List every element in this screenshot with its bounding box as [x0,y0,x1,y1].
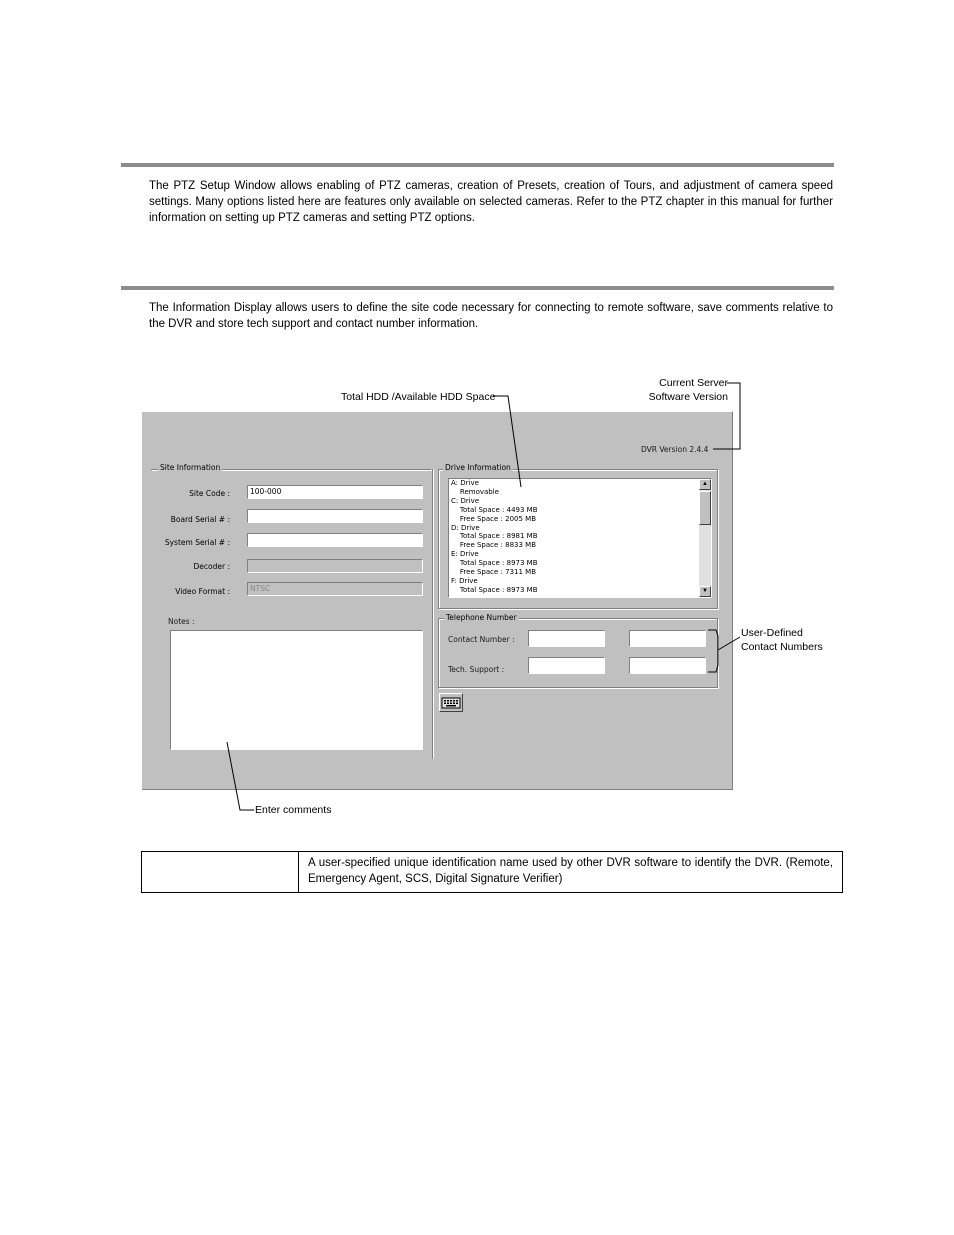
scroll-down-icon[interactable]: ▼ [699,586,711,597]
leader-enter-comments [227,742,254,810]
list-item: Total Space : 8973 MB [451,559,538,568]
list-item: Removable [451,487,499,496]
information-description: The Information Display allows users to define the site code necessary for connecting to remote software, save comments relative to the DVR and store tech support and contact number information. [149,302,833,330]
video-format-label: Video Format : [175,587,230,596]
scroll-up-icon[interactable]: ▲ [699,479,711,490]
leader-contact-numbers [718,637,740,650]
list-item: E: Drive [451,550,479,559]
list-item: Free Space : 7311 MB [451,568,537,577]
callout-server-version-line2: Software Version [648,391,728,403]
definition-table [141,851,843,893]
telephone-label: Telephone Number [446,613,517,622]
callout-server-version-line1: Current Server [659,377,728,389]
list-item: D: Drive [451,523,480,532]
list-item: A: Drive [451,479,479,487]
site-code-label: Site Code : [189,489,230,498]
callout-hdd-space: Total HDD /Available HDD Space [341,391,496,403]
list-item: Total Space : 8973 MB [451,585,538,594]
site-info-label: Site Information [160,463,221,472]
system-serial-label: System Serial # : [164,538,230,547]
list-item: Total Space : 8981 MB [451,532,538,541]
ptz-description: The PTZ Setup Window allows enabling of PTZ cameras, creation of Presets, creation of Tours, and adjustment of camera speed settings. Many options listed here are features only available on selected cameras. Refer to the PTZ chapter in this manual for further information on setting up PTZ cameras and setting PTZ options. [149,180,833,224]
list-item: Total Space : 4493 MB [451,505,538,514]
leader-server-version [713,383,740,449]
list-item: Free Space : 8833 MB [451,541,537,550]
board-serial-label: Board Serial # : [170,515,230,524]
callout-contact-numbers-line2: Contact Numbers [741,641,823,653]
site-code-input[interactable]: 100-000 [247,485,423,499]
bracket-contact-numbers [708,630,718,672]
list-item: C: Drive [451,496,480,505]
contact-number-label: Contact Number : [448,635,515,644]
dvr-version: DVR Version 2.4.4 [641,445,709,454]
list-item: Free Space : 2005 MB [451,514,537,523]
leader-hdd-space [493,396,521,487]
definition-term [142,852,299,893]
definition-description: A user-specified unique identification name used by other DVR software to identify the DVR. (Remote, Emergency Agent, SCS, Digital Signature Verifier) [299,852,843,893]
notes-label: Notes : [168,617,195,626]
callout-contact-numbers-line1: User-Defined [741,627,803,639]
decoder-label: Decoder : [193,562,230,571]
video-format-input: NTSC [247,582,423,596]
tech-support-label: Tech. Support : [448,665,505,674]
table-row [142,852,843,893]
list-item: F: Drive [451,576,478,585]
drive-info-label: Drive Information [445,463,511,472]
callout-enter-comments: Enter comments [255,804,332,816]
